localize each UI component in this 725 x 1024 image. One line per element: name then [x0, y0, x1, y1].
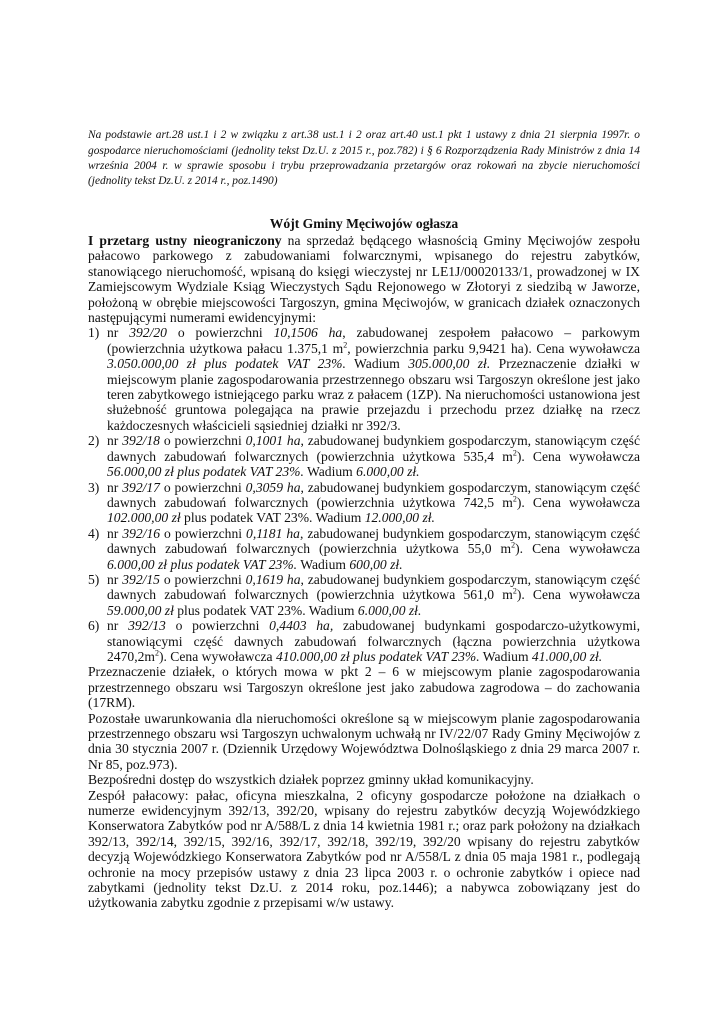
plot-text: 6.000,00 zł plus podatek VAT 23%.: [107, 556, 298, 572]
announcement-body: [88, 233, 640, 911]
conditions-paragraph: Pozostałe uwarunkowania dla nieruchomości określone są w miejscowym planie zagospodarowania przestrzennego obszaru wsi Targoszyn uchwalonym uchwałą nr IV/22/07 Rady Gminy Męciwojów z dnia 30 stycznia 2007 r. (Dziennik Urzędowy Województwa Dolnośląskiego z dnia 29 marca 2007 r. Nr 85, poz.973).: [88, 710, 640, 772]
auction-type: I przetarg ustny nieograniczony: [88, 233, 282, 248]
plot-text: 0,1181 ha: [246, 525, 300, 541]
plot-text: 392/15: [122, 571, 160, 587]
plot-text: 2: [154, 648, 159, 658]
plot-text: zabudowanej budynkami gospodarczo-użytkowymi, stanowiącymi część dawnych zabudowań folwarcznych (łączna powierzchnia użytkowa 2470,2m: [107, 618, 640, 664]
plot-text: ). Cena wywoławcza: [515, 541, 641, 557]
plot-number: 6): [88, 618, 100, 634]
plot-number: 4): [88, 525, 100, 541]
intro-text: na sprzedaż będącego własnością Gminy Męciwojów zespołu pałacowo parkowego z zabudowaniami folwarcznymi, wpisanego do rejestru zabytków, stanowiącego nieruchomość, wpisaną do księgi wieczystej nr LE1J/00020133/1, prowadzonej w IX Zamiejscowym Wydziale Ksiąg Wieczystych Sądu Rejonowego w Złotoryi z siedzibą w Jaworze, położoną w obrębie miejscowości Targoszyn, gmina Męciwojów, w granicach działek oznaczonych następującymi numerami ewidencyjnymi:: [88, 233, 640, 326]
plot-text: 305.000,00 zł.: [408, 356, 491, 372]
plot-item: [88, 572, 640, 618]
plot-text: 2: [512, 494, 517, 504]
plot-text: nr: [107, 571, 123, 587]
plot-text: nr: [107, 433, 123, 449]
plot-text: 102.000,00 zł: [107, 510, 181, 526]
plot-text: 6.000,00 zł.: [357, 602, 422, 618]
plot-text: 41.000,00 zł.: [531, 648, 603, 664]
plot-text: ). Cena wywoławcza: [158, 648, 276, 664]
plot-text: 0,1619 ha: [245, 571, 301, 587]
plot-number: 3): [88, 479, 100, 495]
plot-text: 392/18: [122, 433, 160, 449]
plot-text: , zabudowanej budynkiem gospodarczym, stanowiącym część dawnych zabudowań folwarcznych (powierzchnia użytkowa 561,0 m: [107, 571, 640, 603]
plot-text: plus podatek VAT 23%. Wadium: [180, 510, 365, 526]
plot-number: 5): [88, 571, 100, 587]
plot-text: o powierzchni: [159, 571, 246, 587]
plot-item: [88, 618, 640, 664]
plot-text: 12.000,00 zł.: [364, 510, 435, 526]
plot-text: 0,3059 ha: [245, 479, 301, 495]
plot-text: 2: [511, 540, 516, 550]
plot-text: ). Cena wywoławcza: [516, 494, 640, 510]
plot-text: 2: [512, 448, 517, 458]
plot-text: nr: [107, 525, 123, 541]
plot-text: o powierzchni: [166, 325, 274, 341]
access-paragraph: Bezpośredni dostęp do wszystkich działek poprzez gminny układ komunikacyjny.: [88, 772, 534, 788]
plot-text: nr: [107, 325, 130, 341]
plot-item: [88, 480, 640, 526]
plot-text: , zabudowanej budynkiem gospodarczym, stanowiącym część dawnych zabudowań folwarcznych (powierzchnia użytkowa 742,5 m: [107, 479, 640, 510]
plot-text: ). Cena wywoławcza: [516, 587, 640, 603]
plot-text: o powierzchni: [159, 479, 246, 495]
plot-item: [88, 526, 640, 572]
plot-text: ). Cena wywoławcza: [516, 448, 640, 464]
plot-text: o powierzchni: [160, 525, 247, 541]
announcement-title: Wójt Gminy Męciwojów ogłasza: [269, 216, 459, 231]
plot-text: 10,1506 ha: [273, 325, 343, 341]
plot-text: o powierzchni: [165, 618, 270, 634]
plot-item: [88, 433, 640, 479]
plot-text: , zabudowanej budynkiem gospodarczym, stanowiącym część dawnych zabudowań folwarcznych (powierzchnia użytkowa 535,4 m: [107, 433, 640, 464]
plot-text: 0,1001 ha: [245, 433, 301, 449]
plot-text: plus podatek VAT 23%. Wadium: [173, 602, 358, 618]
plot-text: 3.050.000,00 zł plus podatek VAT 23%.: [107, 356, 346, 372]
plot-number: 1): [88, 325, 100, 341]
plot-text: 6.000,00 zł.: [356, 464, 420, 480]
plot-text: 59.000,00 zł: [107, 602, 174, 618]
plot-text: 56.000,00 zł plus podatek VAT 23%.: [107, 464, 304, 480]
plot-number: 2): [88, 433, 100, 449]
plot-text: Wadium: [297, 556, 350, 572]
plot-text: 392/17: [122, 479, 160, 495]
plot-text: 392/16: [122, 525, 161, 541]
plot-text: 2: [343, 340, 348, 350]
intro-paragraph: [88, 233, 640, 325]
plot-text: , powierzchnia parku 9,9421 ha). Cena wywoławcza: [347, 340, 641, 356]
plot-text: , zabudowanej zespołem pałacowo – parkowym (powierzchnia użytkowa pałacu 1.375,1 m: [107, 325, 640, 356]
plot-text: nr: [107, 479, 123, 495]
plot-text: Wadium: [345, 356, 409, 372]
plot-list: [88, 325, 640, 664]
plot-text: Wadium: [303, 464, 357, 480]
heritage-paragraph: Zespół pałacowy: pałac, oficyna mieszkalna, 2 oficyny gospodarcze położone na działkach o numerze ewidencyjnym 392/13, 392/20, wpisany do rejestru zabytków decyzją Wojewódzkiego Konserwatora Zabytków pod nr A/588/L z dnia 14 kwietnia 1981 r.; oraz park położony na działkach 392/13, 392/14, 392/15, 392/16, 392/17, 392/18, 392/19, 392/20 wpisany do rejestru zabytków decyzją Wojewódzkiego Konserwatora Zabytków pod nr A/558/L z dnia 05 maja 1981 r., podlegają ochronie na mocy przepisów ustawy z dnia 23 lipca 2003 r. o ochronie zabytków i opiece nad zabytkami (jednolity tekst Dz.U. z 2014 roku, poz.1446); a nabywca zobowiązany jest do użytkowania zabytku zgodnie z przepisami w/w ustawy.: [88, 787, 640, 911]
plot-text: , zabudowanej budynkiem gospodarczym, stanowiącym część dawnych zabudowań folwarcznych (powierzchnia użytkowa 55,0 m: [107, 525, 640, 557]
plot-text: o powierzchni: [159, 433, 246, 449]
legal-basis: Na podstawie art.28 ust.1 i 2 w związku z art.38 ust.1 i 2 oraz art.40 ust.1 pkt 1 ustawy z dnia 21 sierpnia 1997r. o gospodarce nieruchomościami (jednolity tekst Dz.U. z 2015 r., poz.782) i § 6 Rozporządzenia Rady Ministrów z dnia 14 września 2004 r. w sprawie sposobu i trybu przeprowadzania przetargów oraz rokowań na zbycie nieruchomości (jednolity tekst Dz.U. z 2014 r., poz.1490): [88, 129, 640, 188]
plot-text: 2: [512, 586, 517, 596]
plot-text: 392/20: [129, 325, 167, 341]
plot-item: [88, 325, 640, 433]
plot-text: 410.000,00 zł plus podatek VAT 23%.: [275, 648, 480, 664]
plot-text: 600,00 zł.: [349, 556, 403, 572]
plot-text: nr: [107, 618, 129, 634]
plot-text: Przeznaczenie działki w miejscowym planie zagospodarowania przestrzennego obszaru wsi Targoszyn określone jest jako teren zabytkowego istniejącego parku wraz z pałacem (1ZP). Na nieruchomości ustanowiona jest służebność gruntowa polegająca na prawie przejazdu i przechodu przez działkę na rzecz każdoczesnych właścicieli sąsiedniej działki nr 392/3.: [107, 356, 640, 433]
zoning-paragraph: Przeznaczenie działek, o których mowa w pkt 2 – 6 w miejscowym planie zagospodarowania przestrzennego obszaru wsi Targoszyn określone jest jako zabudowa zagrodowa – do zachowania (17RM).: [88, 664, 640, 711]
plot-text: 0,4403 ha,: [269, 618, 334, 634]
plot-text: Wadium: [479, 648, 532, 664]
plot-text: 392/13: [128, 618, 166, 634]
